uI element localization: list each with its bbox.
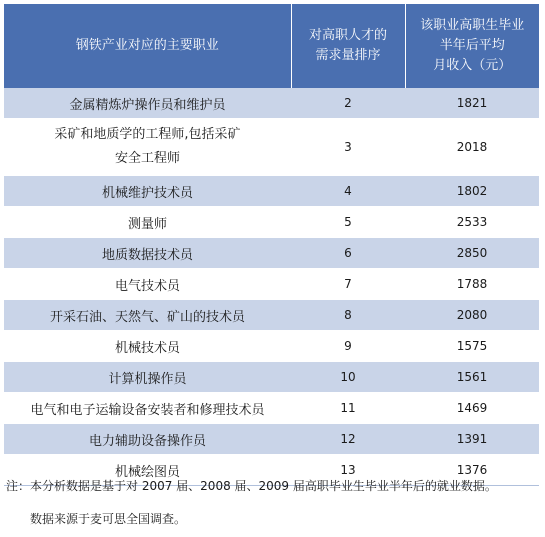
income-cell: 2533 [405, 207, 539, 238]
occupation-cell: 计算机操作员 [4, 362, 291, 393]
occupation-cell: 机械维护技术员 [4, 176, 291, 207]
income-cell: 2080 [405, 300, 539, 331]
table-row [4, 207, 539, 238]
income-cell: 2850 [405, 238, 539, 269]
table-row [4, 424, 539, 455]
rank-cell: 8 [291, 300, 405, 331]
rank-cell: 10 [291, 362, 405, 393]
income-cell: 1561 [405, 362, 539, 393]
occupation-cell: 机械绘图员 [4, 455, 291, 486]
rank-cell: 13 [291, 455, 405, 486]
table-row [4, 119, 539, 176]
table-row [4, 331, 539, 362]
table-row [4, 176, 539, 207]
rank-cell: 12 [291, 424, 405, 455]
rank-cell: 7 [291, 269, 405, 300]
occupation-cell: 电力辅助设备操作员 [4, 424, 291, 455]
rank-cell: 3 [291, 119, 405, 176]
table-row [4, 88, 539, 119]
occupation-cell: 电气技术员 [4, 269, 291, 300]
occupation-cell: 测量师 [4, 207, 291, 238]
occupation-cell: 电气和电子运输设备安装者和修理技术员 [4, 393, 291, 424]
header-demand-rank: 对高职人才的 需求量排序 [291, 4, 405, 88]
occupation-cell: 开采石油、天然气、矿山的技术员 [4, 300, 291, 331]
data-source-note: 数据来源于麦可思全国调查。 [30, 512, 187, 526]
occupation-cell: 地质数据技术员 [4, 238, 291, 269]
table-row [4, 362, 539, 393]
rank-cell: 4 [291, 176, 405, 207]
income-cell: 1575 [405, 331, 539, 362]
rank-cell: 2 [291, 88, 405, 119]
income-cell: 2018 [405, 119, 539, 176]
header-occupation: 钢铁产业对应的主要职业 [4, 4, 291, 88]
rank-cell: 11 [291, 393, 405, 424]
income-cell: 1376 [405, 455, 539, 486]
table-row [4, 238, 539, 269]
income-cell: 1391 [405, 424, 539, 455]
rank-cell: 6 [291, 238, 405, 269]
table-row [4, 269, 539, 300]
rank-cell: 5 [291, 207, 405, 238]
rank-cell: 9 [291, 331, 405, 362]
income-cell: 1802 [405, 176, 539, 207]
income-cell: 1469 [405, 393, 539, 424]
income-cell: 1788 [405, 269, 539, 300]
table-row [4, 393, 539, 424]
occupation-cell: 金属精炼炉操作员和维护员 [4, 88, 291, 119]
income-cell: 1821 [405, 88, 539, 119]
table-row [4, 300, 539, 331]
occupation-income-table [4, 4, 539, 486]
header-monthly-income: 该职业高职生毕业 半年后平均 月收入（元） [405, 4, 539, 88]
table-header-row [4, 4, 539, 88]
occupation-cell: 机械技术员 [4, 331, 291, 362]
occupation-cell: 采矿和地质学的工程师,包括采矿 安全工程师 [4, 119, 291, 176]
footnote-text: 注：本分析数据是基于对 2007 届、2008 届、2009 届高职毕业生毕业半年后的就业数据。 [6, 479, 497, 493]
